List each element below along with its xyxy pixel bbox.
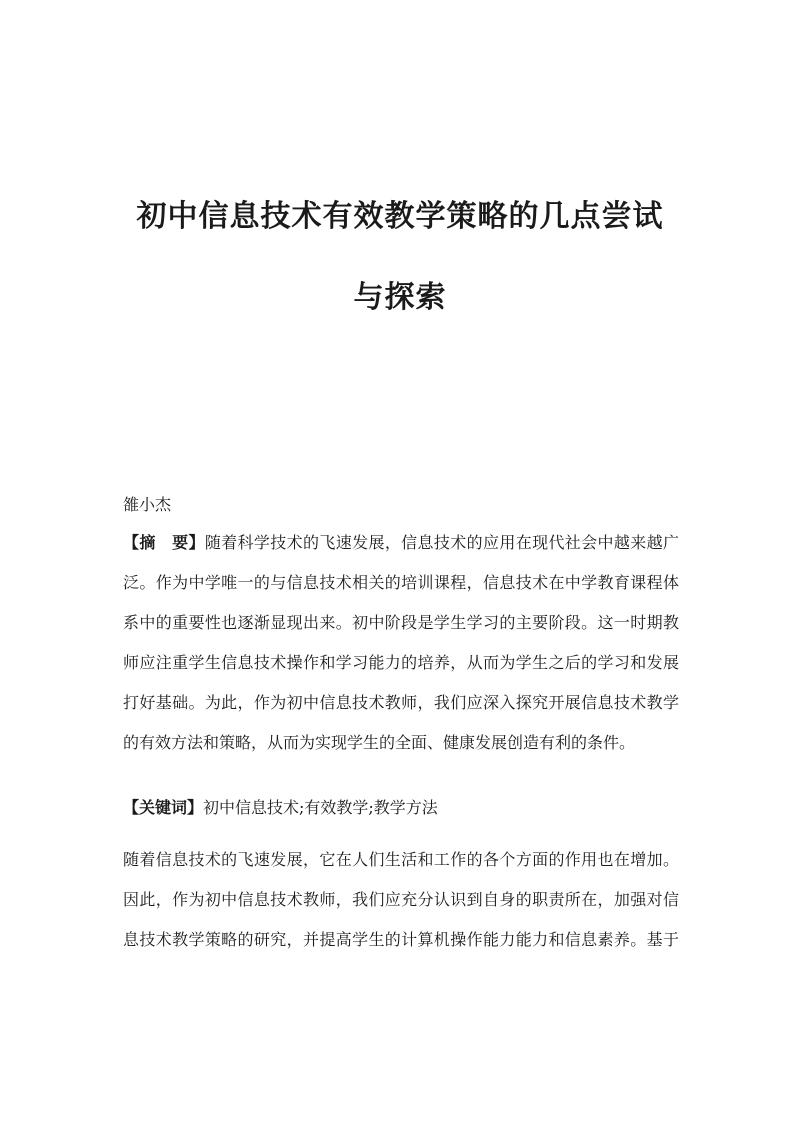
intro-line: 随着信息技术的飞速发展，它在人们生活和工作的各个方面的作用也在增加。 xyxy=(123,850,679,869)
keywords-section xyxy=(123,788,679,828)
intro-line: 因此，作为初中信息技术教师，我们应充分认识到自身的职责所在，加强对信 xyxy=(123,890,679,909)
keywords-text: 初中信息技术;有效教学;教学方法 xyxy=(203,798,438,817)
abstract-line-text: 随着科学技术的飞速发展，信息技术的应用在现代社会中越来越广 xyxy=(204,533,679,552)
abstract-line: 泛。作为中学唯一的与信息技术相关的培训课程，信息技术在中学教育课程体 xyxy=(123,573,679,592)
abstract-line: 系中的重要性也逐渐显现出来。初中阶段是学生学习的主要阶段。这一时期教 xyxy=(123,613,679,632)
abstract-label: 【摘 要】 xyxy=(123,533,205,552)
abstract-line: 师应注重学生信息技术操作和学习能力的培养，从而为学生之后的学习和发展 xyxy=(123,653,679,672)
author-name: 雒小杰 xyxy=(123,495,172,514)
abstract-line: 打好基础。为此，作为初中信息技术教师，我们应深入探究开展信息技术教学 xyxy=(123,693,679,712)
intro-line: 息技术教学策略的研究，并提高学生的计算机操作能力能力和信息素养。基于 xyxy=(123,930,679,949)
paper-title-line-2: 与探索 xyxy=(353,280,447,315)
intro-paragraph xyxy=(123,840,679,960)
keywords-label: 【关键词】 xyxy=(123,798,204,817)
abstract-line: 的有效方法和策略，从而为实现学生的全面、健康发展创造有利的条件。 xyxy=(123,733,636,752)
keywords-line xyxy=(123,788,679,828)
abstract-line xyxy=(123,523,679,563)
abstract-section xyxy=(123,523,679,763)
paper-title-line-1: 初中信息技术有效教学策略的几点尝试 xyxy=(136,199,664,234)
